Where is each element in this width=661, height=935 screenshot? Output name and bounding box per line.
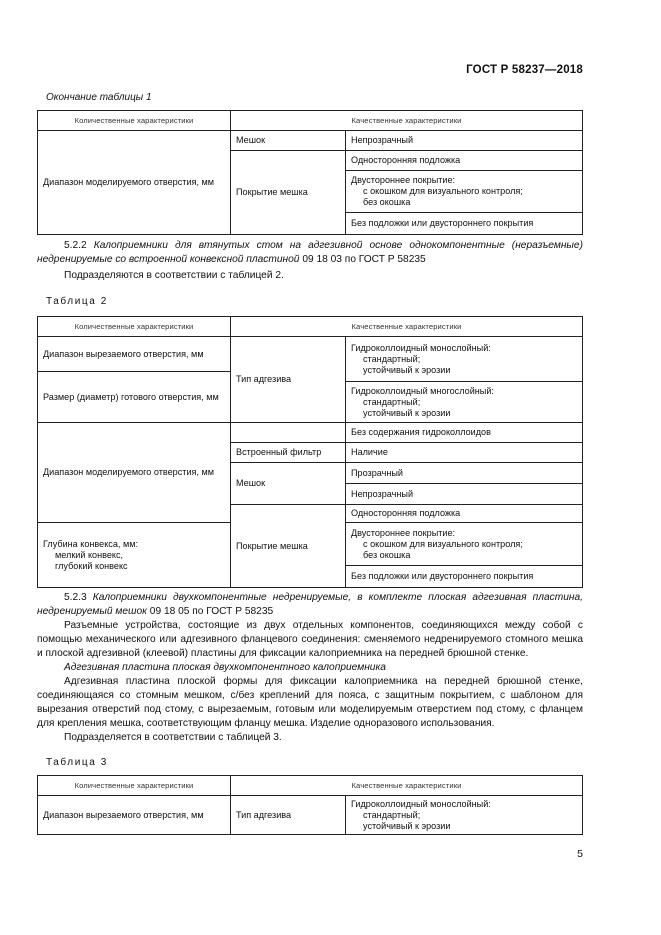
- table3-cut-range: Диапазон вырезаемого отверстия, мм: [38, 796, 231, 835]
- table2-no-hydro-spacer: [231, 423, 346, 443]
- table2-mono: Гидроколлоидный монослойный: стандартный; устойчивый к эрозии: [346, 337, 583, 382]
- table2-opaque: Непрозрачный: [346, 484, 583, 505]
- table1: [37, 110, 583, 235]
- section-523-subhead: Адгезивная пластина плоская двухкомпонентного калоприемника: [64, 662, 386, 673]
- table1-caption: Окончание таблицы 1: [46, 92, 152, 103]
- table3-mono: Гидроколлоидный монослойный: стандартный; устойчивый к эрозии: [346, 796, 583, 835]
- page-number: 5: [577, 848, 583, 860]
- standard-header: ГОСТ Р 58237—2018: [466, 64, 583, 76]
- table1-range-label: Диапазон моделируемого отверстия, мм: [38, 131, 231, 235]
- table2-convex: Глубина конвекса, мм: мелкий конвекс, глубокий конвекс: [38, 523, 231, 588]
- section-522-paragraph: 5.2.2 Калоприемники для втянутых стом на адгезивной основе однокомпонентные (неразъемные) недренируемые со встроенной конвексной пластиной 09 18 03 по ГОСТ Р 58235: [37, 240, 583, 265]
- table1-bag-cover: Покрытие мешка: [231, 151, 346, 235]
- section-523-subdivide: Подразделяется в соответствии с таблицей 3.: [64, 732, 282, 743]
- section-522-subdivide: Подразделяются в соответствии с таблицей 2.: [64, 270, 284, 281]
- table3-col-quant: Количественные характеристики: [38, 776, 231, 796]
- table2-filter: Встроенный фильтр: [231, 443, 346, 463]
- section-523-paragraph: 5.2.3 Калоприемники двухкомпонентные недренируемые, в комплекте плоская адгезивная пластина, недренируемый мешок 09 18 05 по ГОСТ Р 58235: [37, 592, 583, 617]
- table2: [37, 316, 583, 588]
- table2-no-cover: Без подложки или двустороннего покрытия: [346, 566, 583, 588]
- table2-col-qual: Качественные характеристики: [231, 317, 583, 337]
- table1-one-side: Односторонняя подложка: [346, 151, 583, 171]
- table2-ready-size: Размер (диаметр) готового отверстия, мм: [38, 372, 231, 423]
- table2-one-side: Односторонняя подложка: [346, 505, 583, 523]
- table1-col-qual: Качественные характеристики: [231, 111, 583, 131]
- table2-presence: Наличие: [346, 443, 583, 463]
- table3: [37, 775, 583, 835]
- table3-adhesive-type: Тип адгезива: [231, 796, 346, 835]
- section-523-para2: Адгезивная пластина плоской формы для фиксации калоприемника на передней брюшной стенке, соединяющаяся со стомным мешком, с/без креплений для пояса, с защитным покрытием, с шаблоном для вырезания отверстий под стому, с вырезаемым, готовым или моделируемым отверстием под стому, с фланцем для крепления мешка, соответствующим фланцу мешка. Изделие одноразового использования.: [37, 676, 583, 729]
- table2-model-range: Диапазон моделируемого отверстия, мм: [38, 423, 231, 523]
- table2-transparent: Прозрачный: [346, 463, 583, 484]
- table2-col-quant: Количественные характеристики: [38, 317, 231, 337]
- table1-opaque: Непрозрачный: [346, 131, 583, 151]
- table2-multi: Гидроколлоидный многослойный: стандартный; устойчивый к эрозии: [346, 382, 583, 423]
- table1-col-quant: Количественные характеристики: [38, 111, 231, 131]
- table2-caption: Таблица 2: [46, 296, 108, 307]
- section-523-para1: Разъемные устройства, состоящие из двух отдельных компонентов, соединяющихся между собой с помощью механического или адгезивного фланцевого соединения: сменяемого недренируемого стомного мешка и плоской адгезивной (клеевой) пластины для фиксации калоприемника на передней брюшной стенке.: [37, 620, 583, 659]
- table2-cut-range: Диапазон вырезаемого отверстия, мм: [38, 337, 231, 372]
- table2-bag-cover: Покрытие мешка: [231, 505, 346, 588]
- table3-caption: Таблица 3: [46, 757, 108, 768]
- table2-bag: Мешок: [231, 463, 346, 505]
- table1-bag: Мешок: [231, 131, 346, 151]
- table1-no-cover: Без подложки или двустороннего покрытия: [346, 213, 583, 235]
- table3-col-qual: Качественные характеристики: [231, 776, 583, 796]
- table2-no-hydro: Без содержания гидроколлоидов: [346, 423, 583, 443]
- table1-two-side: Двустороннее покрытие: с окошком для визуального контроля; без окошка: [346, 171, 583, 213]
- table2-two-side: Двустороннее покрытие: с окошком для визуального контроля; без окошка: [346, 523, 583, 566]
- table2-adhesive-type: Тип адгезива: [231, 337, 346, 423]
